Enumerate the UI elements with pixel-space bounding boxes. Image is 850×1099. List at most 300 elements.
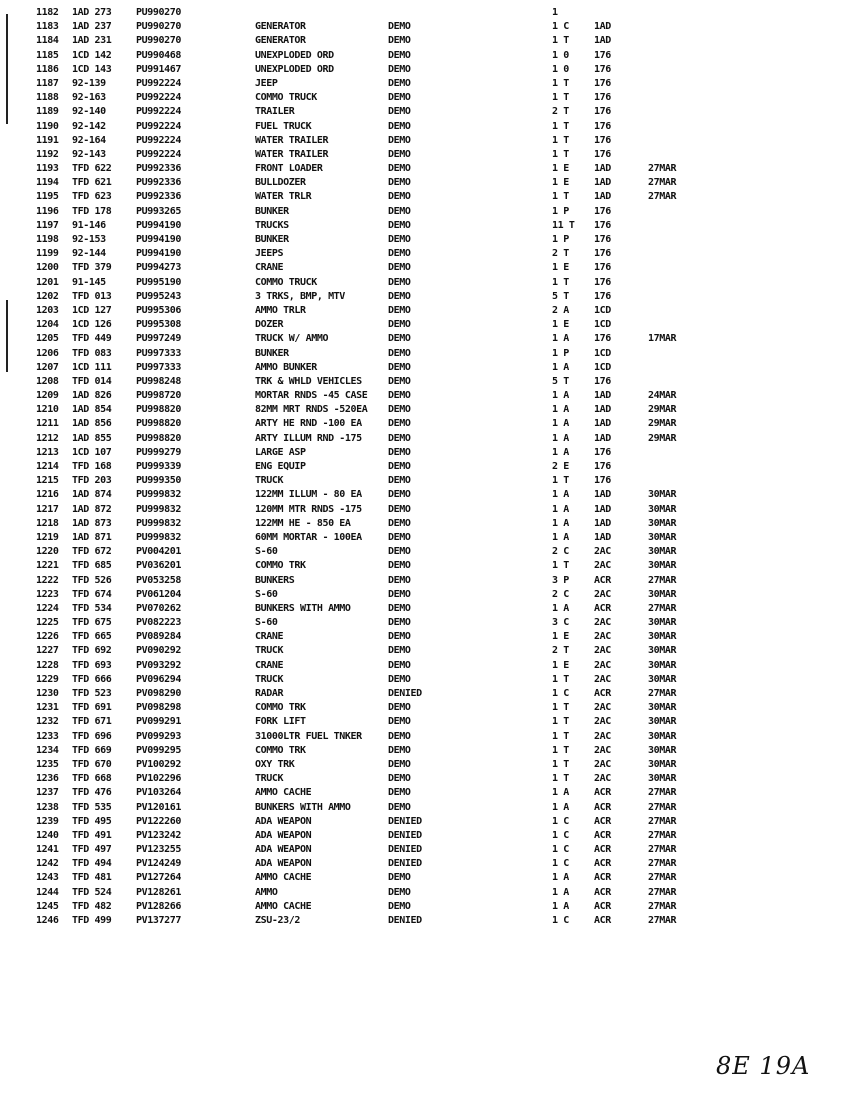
action-status: DEMO [388,617,411,629]
organization: 176 [594,134,611,146]
table-row [0,786,850,800]
table-row [0,148,850,162]
table-row [0,545,850,559]
item-description: FRONT LOADER [255,163,323,175]
case-number: PV099293 [136,730,181,742]
quantity-type: 1 C [552,858,569,870]
table-row [0,77,850,91]
record-number: 1205 [36,333,59,345]
organization: 176 [594,77,611,89]
action-status: DEMO [388,645,411,657]
quantity-type: 1 A [552,390,569,402]
organization: 176 [594,475,611,487]
record-number: 1230 [36,688,59,699]
quantity-type: 1 A [552,361,569,373]
table-row [0,190,850,204]
item-description: COMMO TRK [255,702,306,714]
action-status: DEMO [388,546,411,558]
quantity-type: 2 A [552,304,569,316]
item-description: TRK & WHLD VEHICLES [255,375,362,387]
case-number: PU992224 [136,134,181,146]
quantity-type: 2 T [552,248,569,260]
action-status: DEMO [388,361,411,373]
record-number: 1208 [36,375,59,387]
item-description: BUNKERS WITH AMMO [255,602,351,614]
case-number: PU994190 [136,234,181,245]
table-row [0,574,850,588]
table-row [0,219,850,233]
table-row [0,261,850,275]
record-number: 1224 [36,602,59,614]
unit-code: TFD 495 [72,815,112,827]
record-number: 1231 [36,702,59,714]
organization: ACR [594,602,611,614]
case-number: PV124249 [136,858,181,870]
item-description: ADA WEAPON [255,858,312,870]
table-row [0,389,850,403]
case-number: PU997333 [136,361,181,373]
record-number: 1190 [36,120,59,132]
action-status: DEMO [388,375,411,387]
case-number: PU995190 [136,276,181,288]
quantity-type: 1 T [552,758,569,770]
action-status: DEMO [388,716,411,728]
record-number: 1243 [36,872,59,884]
record-number: 1194 [36,177,59,189]
action-status: DEMO [388,773,411,785]
organization: 176 [594,262,611,274]
action-status: DEMO [388,503,411,515]
case-number: PU990270 [136,21,181,33]
case-number: PU999339 [136,461,181,472]
item-description: 122MM ILLUM - 80 EA [255,489,362,501]
item-description: CRANE [255,262,284,274]
item-description: AMMO CACHE [255,900,312,912]
case-number: PU998720 [136,390,181,402]
unit-code: 1CD 127 [72,304,112,316]
unit-code: 92-164 [72,134,106,146]
action-status: DEMO [388,191,411,203]
quantity-type: 1 T [552,77,569,89]
date: 30MAR [648,716,677,728]
item-description: CRANE [255,631,284,643]
record-number: 1213 [36,446,59,458]
organization: 176 [594,92,611,104]
table-row [0,304,850,318]
item-description: UNEXPLODED ORD [255,49,334,61]
quantity-type: 3 C [552,617,569,629]
quantity-type: 1 A [552,446,569,458]
quantity-type: 1 A [552,418,569,430]
date: 30MAR [648,517,677,529]
case-number: PV089284 [136,631,181,643]
item-description: WATER TRAILER [255,134,329,146]
item-description: BUNKERS [255,574,295,586]
case-number: PV127264 [136,872,181,884]
table-row [0,715,850,729]
record-number: 1237 [36,787,59,799]
item-description: AMMO [255,886,278,898]
quantity-type: 2 T [552,645,569,657]
item-description: AMMO CACHE [255,787,312,799]
unit-code: TFD 083 [72,347,112,359]
record-number: 1239 [36,815,59,827]
action-status: DEMO [388,446,411,458]
action-status: DEMO [388,134,411,146]
item-description: BULLDOZER [255,177,306,189]
record-number: 1209 [36,390,59,402]
unit-code: 1AD 856 [72,418,112,430]
quantity-type: 1 T [552,773,569,785]
table-row [0,460,850,474]
quantity-type: 1 A [552,489,569,501]
action-status: DEMO [388,872,411,884]
item-description: TRUCKS [255,219,289,231]
organization: 1AD [594,418,611,430]
table-row [0,247,850,261]
date: 27MAR [648,191,677,203]
unit-code: TFD 685 [72,560,112,572]
record-number: 1189 [36,106,59,118]
table-row [0,233,850,247]
record-number: 1221 [36,560,59,572]
date: 27MAR [648,858,677,870]
item-description: AMMO BUNKER [255,361,317,373]
organization: 2AC [594,546,611,558]
item-description: ARTY HE RND -100 EA [255,418,362,430]
unit-code: 1AD 273 [72,7,112,18]
table-row [0,63,850,77]
action-status: DEMO [388,560,411,572]
record-number: 1211 [36,418,59,430]
table-row [0,20,850,34]
date: 27MAR [648,844,677,856]
organization: 2AC [594,673,611,685]
unit-code: 92-140 [72,106,106,118]
table-row [0,6,850,20]
record-number: 1236 [36,773,59,785]
unit-code: TFD 379 [72,262,112,274]
action-status: DENIED [388,688,422,699]
item-description: BUNKER [255,347,289,359]
unit-code: TFD 449 [72,333,112,345]
unit-code: 1AD 826 [72,390,112,402]
unit-code: TFD 014 [72,375,112,387]
item-description: FORK LIFT [255,716,306,728]
quantity-type: 1 T [552,673,569,685]
organization: 176 [594,148,611,160]
organization: 1AD [594,35,611,47]
quantity-type: 2 C [552,546,569,558]
case-number: PV102296 [136,773,181,785]
quantity-type: 1 E [552,177,569,189]
unit-code: 1AD 854 [72,404,112,416]
organization: 2AC [594,716,611,728]
unit-code: 1AD 872 [72,503,112,515]
record-number: 1244 [36,886,59,898]
organization: 2AC [594,702,611,714]
table-row [0,644,850,658]
organization: 1CD [594,319,611,331]
item-description: 120MM MTR RNDS -175 [255,503,362,515]
case-number: PU990270 [136,7,181,18]
organization: ACR [594,844,611,856]
record-number: 1203 [36,304,59,316]
action-status: DEMO [388,489,411,501]
record-number: 1222 [36,574,59,586]
record-table [0,6,850,928]
unit-code: TFD 481 [72,872,112,884]
unit-code: 1CD 107 [72,446,112,458]
record-number: 1187 [36,77,59,89]
quantity-type: 1 T [552,744,569,756]
item-description: ADA WEAPON [255,815,312,827]
record-number: 1191 [36,134,59,146]
table-row [0,417,850,431]
item-description: LARGE ASP [255,446,306,458]
action-status: DEMO [388,673,411,685]
date: 27MAR [648,829,677,841]
action-status: DEMO [388,432,411,444]
action-status: DEMO [388,262,411,274]
item-description: COMMO TRK [255,744,306,756]
item-description: TRUCK [255,475,284,487]
quantity-type: 1 0 [552,49,569,61]
action-status: DEMO [388,219,411,231]
case-number: PV122260 [136,815,181,827]
record-number: 1206 [36,347,59,359]
date: 27MAR [648,688,677,699]
table-row [0,474,850,488]
case-number: PV099295 [136,744,181,756]
action-status: DEMO [388,49,411,61]
unit-code: 1CD 142 [72,49,112,61]
organization: 176 [594,446,611,458]
quantity-type: 2 E [552,461,569,472]
quantity-type: 1 T [552,716,569,728]
table-row [0,829,850,843]
quantity-type: 1 A [552,872,569,884]
action-status: DENIED [388,829,422,841]
date: 27MAR [648,900,677,912]
quantity-type: 5 T [552,290,569,302]
table-row [0,403,850,417]
unit-code: TFD 526 [72,574,112,586]
action-status: DEMO [388,177,411,189]
organization: 2AC [594,631,611,643]
quantity-type: 2 T [552,106,569,118]
quantity-type: 5 T [552,375,569,387]
case-number: PV004201 [136,546,181,558]
unit-code: TFD 494 [72,858,112,870]
unit-code: 91-145 [72,276,106,288]
unit-code: TFD 691 [72,702,112,714]
date: 30MAR [648,758,677,770]
action-status: DEMO [388,347,411,359]
action-status: DEMO [388,886,411,898]
unit-code: 1AD 237 [72,21,112,33]
date: 30MAR [648,744,677,756]
table-row [0,701,850,715]
organization: ACR [594,688,611,699]
unit-code: TFD 669 [72,744,112,756]
table-row [0,659,850,673]
record-number: 1242 [36,858,59,870]
unit-code: TFD 482 [72,900,112,912]
table-row [0,375,850,389]
item-description: 3 TRKS, BMP, MTV [255,290,345,302]
organization: 176 [594,375,611,387]
organization: 2AC [594,617,611,629]
item-description: TRUCK [255,673,284,685]
organization: 2AC [594,758,611,770]
organization: 2AC [594,588,611,600]
table-row [0,815,850,829]
case-number: PU992336 [136,163,181,175]
record-number: 1233 [36,730,59,742]
quantity-type: 1 T [552,730,569,742]
item-description: 82MM MRT RNDS -520EA [255,404,368,416]
unit-code: TFD 168 [72,461,112,472]
action-status: DEMO [388,106,411,118]
quantity-type: 2 C [552,588,569,600]
record-number: 1214 [36,461,59,472]
action-status: DEMO [388,531,411,543]
organization: 1AD [594,191,611,203]
date: 30MAR [648,503,677,515]
action-status: DEMO [388,702,411,714]
record-number: 1241 [36,844,59,856]
item-description: JEEPS [255,248,284,260]
unit-code: TFD 534 [72,602,112,614]
table-row [0,503,850,517]
unit-code: TFD 621 [72,177,112,189]
table-row [0,801,850,815]
record-number: 1235 [36,758,59,770]
table-row [0,588,850,602]
case-number: PU991467 [136,63,181,75]
quantity-type: 1 T [552,191,569,203]
quantity-type: 1 P [552,234,569,245]
table-row [0,120,850,134]
item-description: DOZER [255,319,284,331]
unit-code: TFD 668 [72,773,112,785]
organization: 2AC [594,744,611,756]
unit-code: 1AD 871 [72,531,112,543]
quantity-type: 1 E [552,631,569,643]
quantity-type: 1 A [552,333,569,345]
record-number: 1201 [36,276,59,288]
case-number: PU992336 [136,191,181,203]
record-number: 1238 [36,801,59,813]
case-number: PV061204 [136,588,181,600]
record-number: 1195 [36,191,59,203]
record-number: 1193 [36,163,59,175]
table-row [0,290,850,304]
case-number: PU993265 [136,205,181,217]
action-status: DEMO [388,801,411,813]
record-number: 1218 [36,517,59,529]
item-description: AMMO TRLR [255,304,306,316]
table-row [0,162,850,176]
date: 27MAR [648,574,677,586]
date: 27MAR [648,815,677,827]
quantity-type: 1 E [552,319,569,331]
table-row [0,488,850,502]
quantity-type: 1 T [552,560,569,572]
quantity-type: 1 C [552,844,569,856]
case-number: PU992224 [136,92,181,104]
date: 30MAR [648,659,677,671]
record-number: 1184 [36,35,59,47]
date: 27MAR [648,886,677,898]
date: 30MAR [648,702,677,714]
record-number: 1240 [36,829,59,841]
item-description: TRUCK W/ AMMO [255,333,329,345]
table-row [0,105,850,119]
date: 30MAR [648,673,677,685]
record-number: 1228 [36,659,59,671]
table-row [0,857,850,871]
quantity-type: 1 A [552,602,569,614]
unit-code: TFD 672 [72,546,112,558]
action-status: DENIED [388,858,422,870]
action-status: DEMO [388,205,411,217]
record-number: 1223 [36,588,59,600]
unit-code: 92-143 [72,148,106,160]
date: 30MAR [648,631,677,643]
case-number: PU997249 [136,333,181,345]
organization: 176 [594,219,611,231]
quantity-type: 1 T [552,120,569,132]
record-number: 1200 [36,262,59,274]
date: 30MAR [648,645,677,657]
organization: 176 [594,276,611,288]
action-status: DEMO [388,588,411,600]
unit-code: 1AD 874 [72,489,112,501]
case-number: PV098298 [136,702,181,714]
item-description: BUNKER [255,205,289,217]
case-number: PU999832 [136,503,181,515]
date: 27MAR [648,163,677,175]
table-row [0,886,850,900]
action-status: DEMO [388,92,411,104]
action-status: DEMO [388,744,411,756]
record-number: 1197 [36,219,59,231]
action-status: DEMO [388,319,411,331]
organization: 1AD [594,531,611,543]
organization: 176 [594,461,611,472]
quantity-type: 1 A [552,517,569,529]
record-number: 1210 [36,404,59,416]
unit-code: TFD 535 [72,801,112,813]
item-description: UNEXPLODED ORD [255,63,334,75]
table-row [0,559,850,573]
date: 29MAR [648,432,677,444]
case-number: PU992224 [136,106,181,118]
organization: 176 [594,290,611,302]
unit-code: TFD 203 [72,475,112,487]
case-number: PU992224 [136,77,181,89]
record-number: 1185 [36,49,59,61]
organization: 2AC [594,560,611,572]
action-status: DEMO [388,21,411,33]
organization: ACR [594,801,611,813]
quantity-type: 1 P [552,205,569,217]
table-row [0,318,850,332]
item-description: 60MM MORTAR - 100EA [255,531,362,543]
record-number: 1188 [36,92,59,104]
